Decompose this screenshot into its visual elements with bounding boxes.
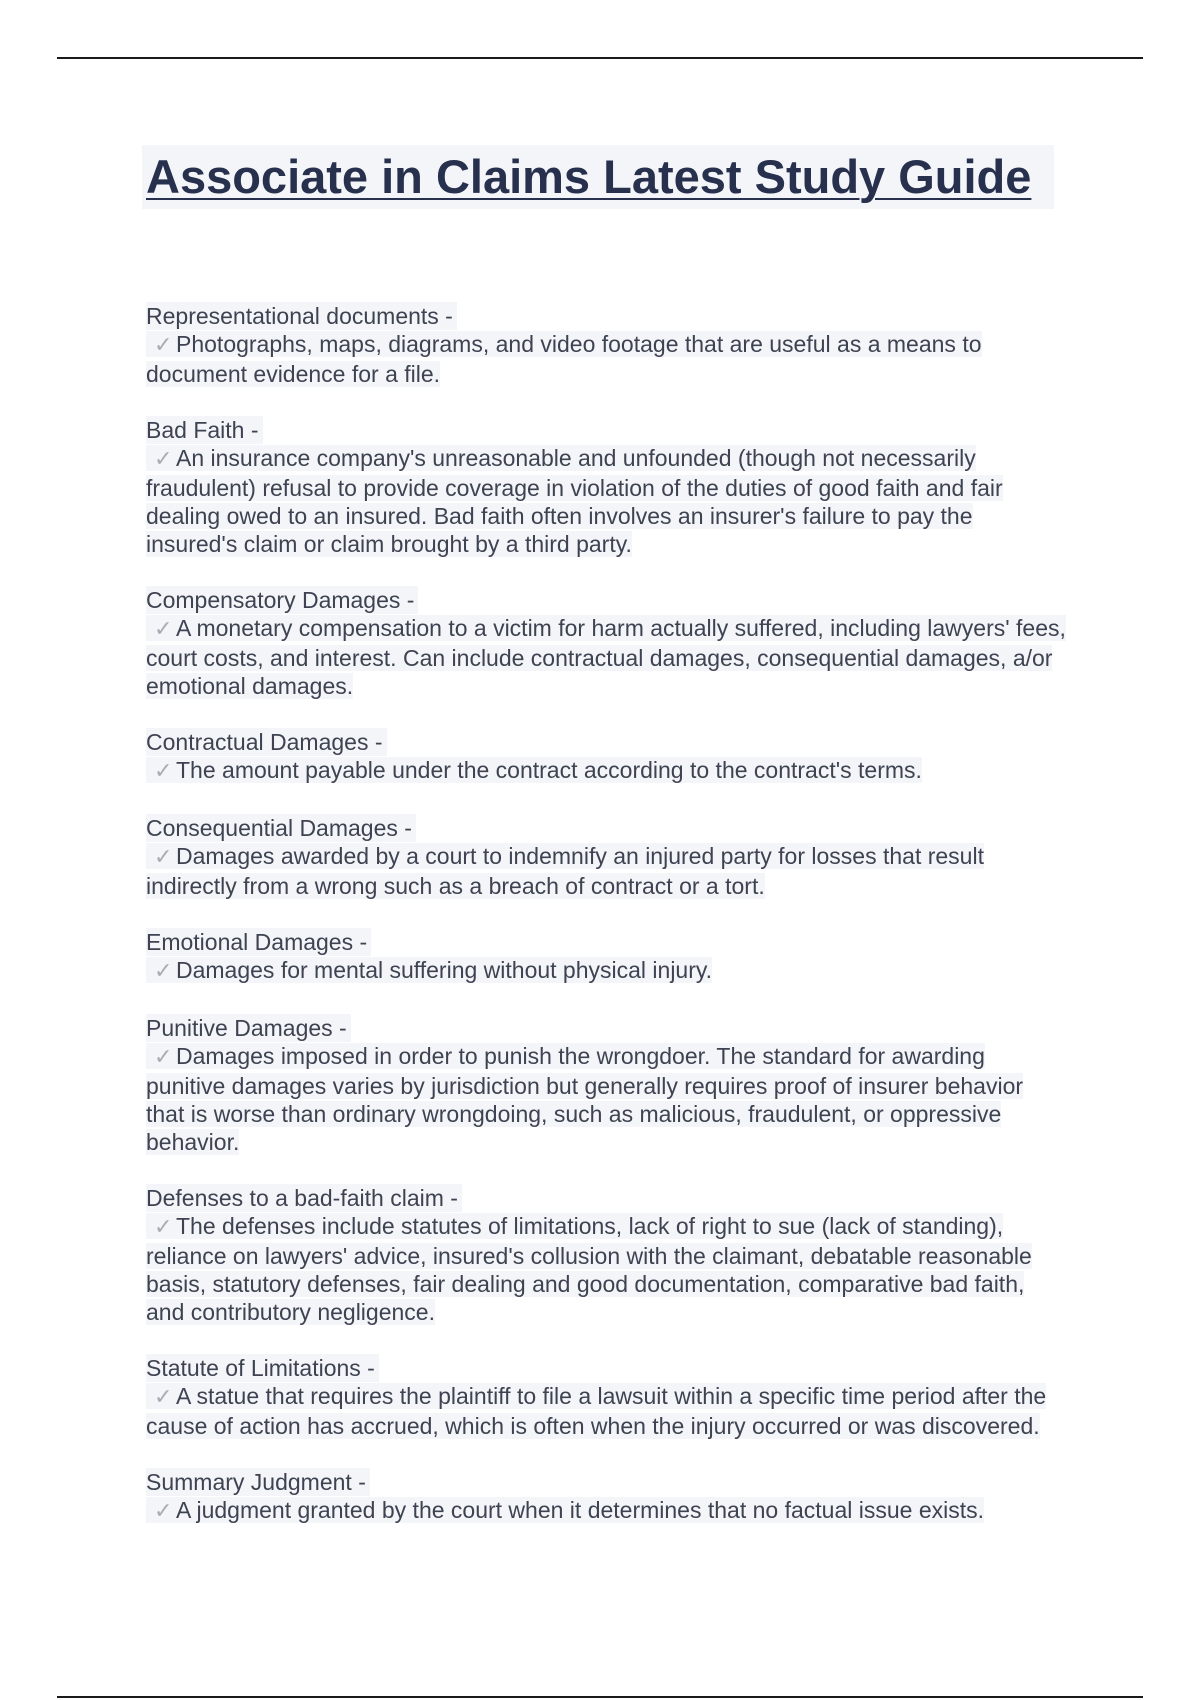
entry-term: Statute of Limitations - <box>146 1354 379 1382</box>
entry-definition: A statue that requires the plaintiff to file a lawsuit within a specific time period after the cause of action has accrued, which is often when the injury occurred or was discovered. <box>146 1383 1047 1439</box>
entry-term: Contractual Damages - <box>146 728 387 756</box>
entry-term: Compensatory Damages - <box>146 586 418 614</box>
entry-definition: A monetary compensation to a victim for harm actually suffered, including lawyers' fees, court costs, and interest. Can include contractual damages, consequential damages, a/or emotional damages. <box>146 615 1066 699</box>
bottom-rule <box>57 1696 1143 1698</box>
top-rule <box>57 57 1143 59</box>
entry-definition: An insurance company's unreasonable and unfounded (though not necessarily fraudulent) refusal to provide coverage in violation of the duties of good faith and fair dealing owed to an insured. Bad faith often involves an insurer's failure to pay the insured's claim or claim brought by a third party. <box>146 445 1003 557</box>
entry-summary-judgment <box>146 1468 1066 1526</box>
entry-definition: The defenses include statutes of limitations, lack of right to sue (lack of standing), reliance on lawyers' advice, insured's collusion with the claimant, debatable reasonable basis, statutory defenses, fair dealing and good documentation, comparative bad faith, and contributory negligence. <box>146 1213 1032 1325</box>
entry-bad-faith <box>146 416 1066 558</box>
entry-compensatory-damages <box>146 586 1066 700</box>
check-icon: ✓ <box>154 1385 173 1410</box>
page-title: Associate in Claims Latest Study Guide <box>146 150 1032 203</box>
check-icon: ✓ <box>154 1215 173 1240</box>
check-icon: ✓ <box>154 759 173 784</box>
entry-definition: Photographs, maps, diagrams, and video footage that are useful as a means to document evidence for a file. <box>146 331 982 387</box>
entry-definition: Damages for mental suffering without physical injury. <box>176 957 713 983</box>
check-icon: ✓ <box>154 333 173 358</box>
entry-term: Bad Faith - <box>146 416 263 444</box>
entry-term: Punitive Damages - <box>146 1014 351 1042</box>
check-icon: ✓ <box>154 1499 173 1524</box>
title-block <box>142 145 1054 209</box>
entry-term: Summary Judgment - <box>146 1468 370 1496</box>
entry-defenses-bad-faith <box>146 1184 1066 1326</box>
check-icon: ✓ <box>154 447 173 472</box>
entry-definition: Damages imposed in order to punish the wrongdoer. The standard for awarding punitive damages varies by jurisdiction but generally requires proof of insurer behavior that is worse than ordinary wrongdoing, such as malicious, fraudulent, or oppressive behavior. <box>146 1043 1024 1155</box>
entry-term: Representational documents - <box>146 302 457 330</box>
entry-definition: The amount payable under the contract according to the contract's terms. <box>176 757 922 783</box>
check-icon: ✓ <box>154 845 173 870</box>
entry-term: Defenses to a bad-faith claim - <box>146 1184 462 1212</box>
check-icon: ✓ <box>154 617 173 642</box>
check-icon: ✓ <box>154 959 173 984</box>
entries-list <box>146 302 1066 1554</box>
entry-term: Emotional Damages - <box>146 928 371 956</box>
entry-consequential-damages <box>146 814 1066 900</box>
entry-punitive-damages <box>146 1014 1066 1156</box>
entry-statute-of-limitations <box>146 1354 1066 1440</box>
entry-contractual-damages <box>146 728 1066 786</box>
entry-term: Consequential Damages - <box>146 814 416 842</box>
entry-definition: A judgment granted by the court when it determines that no factual issue exists. <box>176 1497 985 1523</box>
check-icon: ✓ <box>154 1045 173 1070</box>
entry-emotional-damages <box>146 928 1066 986</box>
entry-representational-documents <box>146 302 1066 388</box>
entry-definition: Damages awarded by a court to indemnify an injured party for losses that result indirectly from a wrong such as a breach of contract or a tort. <box>146 843 984 899</box>
